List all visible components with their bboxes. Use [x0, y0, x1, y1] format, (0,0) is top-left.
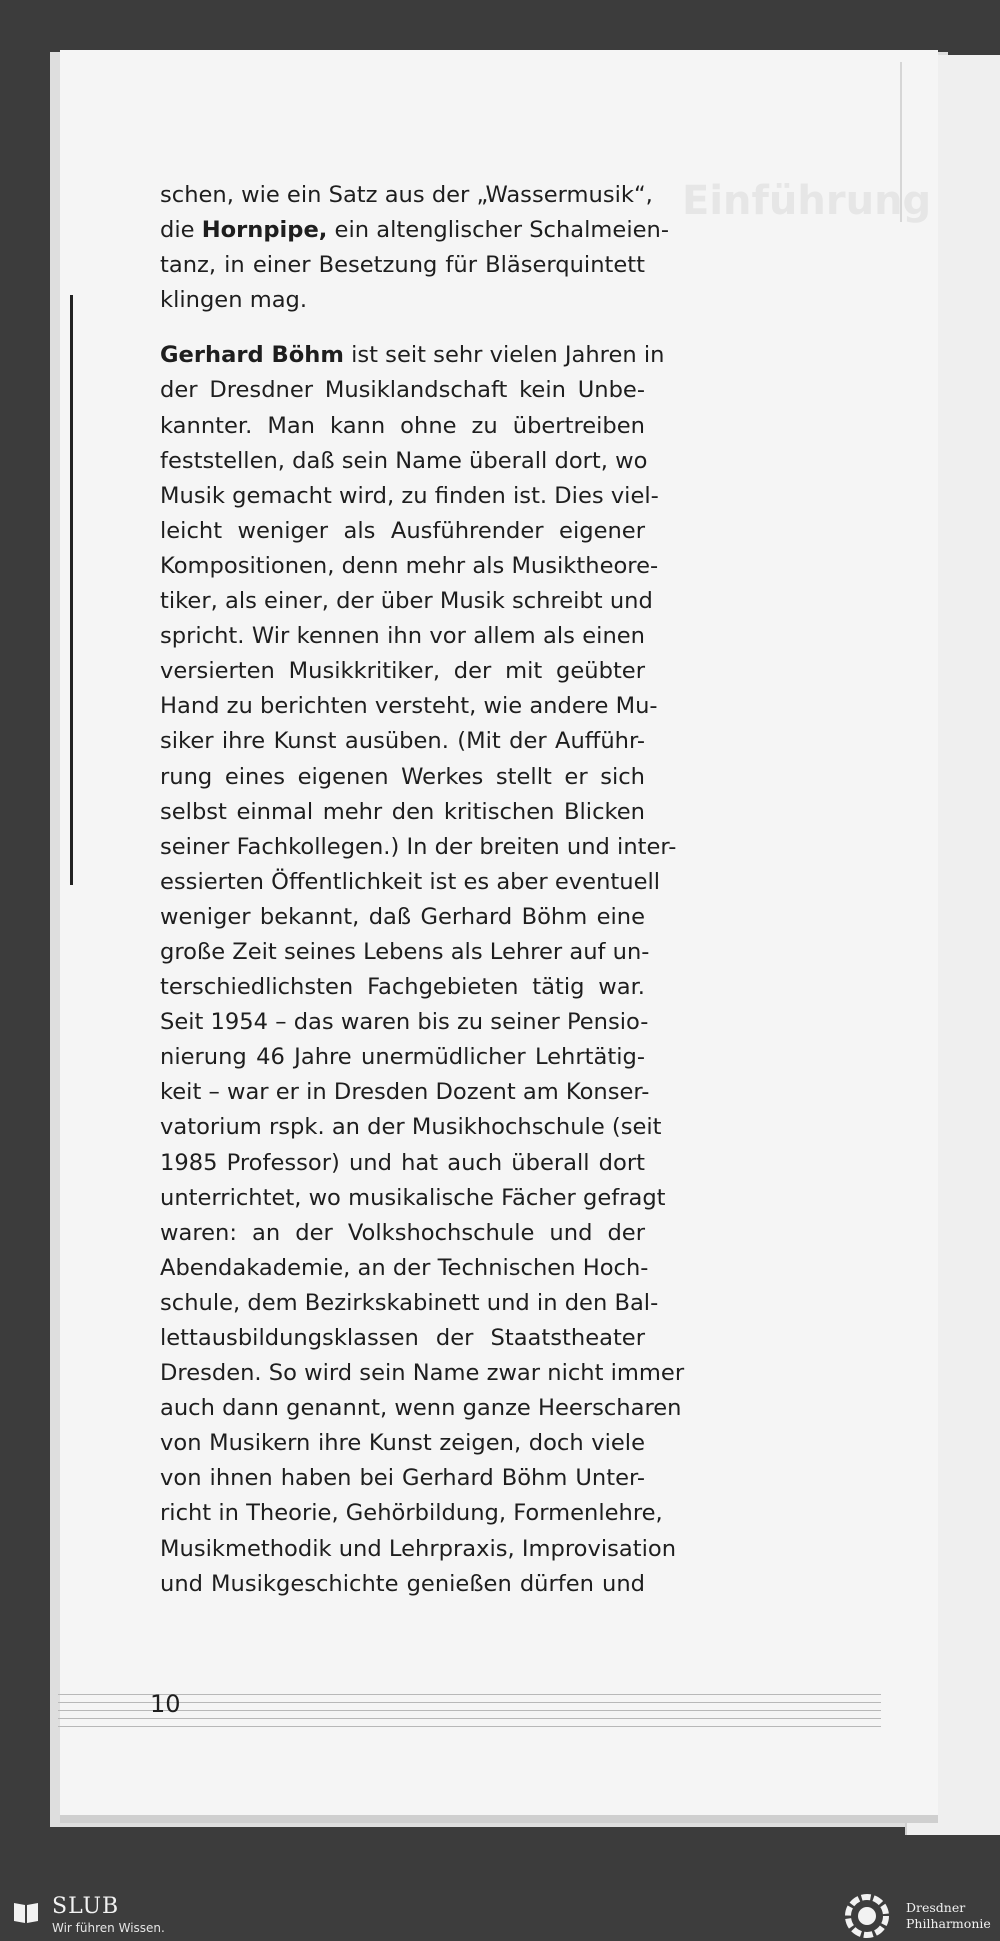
- text-line: [160, 1181, 666, 1216]
- text-line: [160, 1251, 649, 1286]
- text-line: [160, 935, 650, 970]
- text-segment: Musikmethodik und Lehrpraxis, Improvisation: [160, 1535, 677, 1562]
- text-segment: der Dresdner Musiklandschaft kein Unbe-: [160, 377, 645, 404]
- text-segment: auch dann genannt, wenn ganze Heerscharen: [160, 1395, 682, 1422]
- bold-term: Hornpipe,: [201, 217, 328, 244]
- text-segment: terschiedlichsten Fachgebieten tätig war.: [160, 974, 645, 1001]
- orchestra-emblem-icon[interactable]: [841, 1894, 893, 1938]
- text-segment: siker ihre Kunst ausüben. (Mit der Aufführ-: [160, 728, 645, 755]
- text-line: [160, 283, 645, 318]
- page-bottom-edge: [60, 1815, 938, 1823]
- text-segment: spricht. Wir kennen ihn vor allem als einen: [160, 623, 645, 650]
- text-line: [160, 178, 653, 213]
- text-line: [160, 1321, 645, 1356]
- text-segment: klingen mag.: [160, 287, 308, 314]
- text-line: [160, 1075, 650, 1110]
- text-line: [160, 444, 648, 479]
- text-line: [160, 248, 645, 283]
- text-segment: waren: an der Volkshochschule und der: [160, 1219, 645, 1246]
- text-segment: von Musikern ihre Kunst zeigen, doch viele: [160, 1430, 645, 1457]
- staff-line: [58, 1718, 881, 1719]
- orchestra-name: [906, 1900, 991, 1932]
- margin-marker: [70, 295, 73, 885]
- slub-book-icon[interactable]: [12, 1899, 40, 1925]
- text-segment: ist seit sehr vielen Jahren in: [343, 342, 665, 369]
- text-line: [160, 338, 665, 373]
- page-number: 10: [150, 1690, 181, 1718]
- library-tagline: Wir führen Wissen.: [52, 1921, 165, 1935]
- text-line: [160, 830, 677, 865]
- text-segment: feststellen, daß sein Name überall dort, wo: [160, 447, 648, 474]
- text-line: [160, 1216, 645, 1251]
- text-segment: und Musikgeschichte genießen dürfen und: [160, 1570, 645, 1597]
- text-segment: nierung 46 Jahre unermüdlicher Lehrtätig-: [160, 1044, 645, 1071]
- text-segment: kannter. Man kann ohne zu übertreiben: [160, 412, 645, 439]
- text-line: [160, 970, 645, 1005]
- staff-line: [58, 1710, 881, 1711]
- text-line: [160, 213, 669, 248]
- orchestra-name-line2: Philharmonie: [906, 1916, 991, 1931]
- text-segment: Abendakademie, an der Technischen Hoch-: [160, 1254, 649, 1281]
- text-segment: große Zeit seines Lebens als Lehrer auf un-: [160, 938, 650, 965]
- text-line: [160, 795, 645, 830]
- staff-line: [58, 1694, 881, 1695]
- paragraph-gap: [160, 318, 645, 338]
- text-segment: 1985 Professor) und hat auch überall dort: [160, 1149, 645, 1176]
- text-line: [160, 760, 645, 795]
- viewer-footer-bar: [0, 1890, 1000, 1941]
- text-line: [160, 865, 661, 900]
- text-segment: Kompositionen, denn mehr als Musiktheore-: [160, 552, 659, 579]
- staff-line: [58, 1702, 881, 1703]
- text-segment: schule, dem Bezirkskabinett und in den Bal-: [160, 1289, 659, 1316]
- text-line: [160, 409, 645, 444]
- paragraph-hornpipe: [160, 178, 669, 318]
- text-line: [160, 1391, 682, 1426]
- text-line: [160, 514, 645, 549]
- text-line: [160, 1461, 645, 1496]
- text-line: [160, 1356, 685, 1391]
- text-segment: schen, wie ein Satz aus der „Wassermusik“,: [160, 182, 653, 208]
- text-line: [160, 373, 645, 408]
- text-segment: von ihnen haben bei Gerhard Böhm Unter-: [160, 1465, 645, 1492]
- text-line: [160, 1146, 645, 1181]
- text-segment: tiker, als einer, der über Musik schreibt und: [160, 588, 653, 615]
- text-line: [160, 1567, 645, 1602]
- text-line: [160, 1110, 662, 1145]
- text-line: [160, 1426, 645, 1461]
- text-line: [160, 1005, 649, 1040]
- orchestra-name-line1: Dresdner: [906, 1900, 966, 1915]
- text-line: [160, 479, 659, 514]
- text-segment: selbst einmal mehr den kritischen Blicken: [160, 798, 645, 825]
- text-segment: vatorium rspk. an der Musikhochschule (seit: [160, 1114, 662, 1141]
- music-staff-lines: [58, 1692, 881, 1728]
- text-segment: Hand zu berichten versteht, wie andere Mu-: [160, 693, 658, 720]
- library-name[interactable]: SLUB: [52, 1894, 120, 1919]
- text-segment: versierten Musikkritiker, der mit geübter: [160, 658, 645, 685]
- text-segment: unterrichtet, wo musikalische Fächer gefragt: [160, 1184, 666, 1211]
- text-segment: Musik gemacht wird, zu finden ist. Dies viel-: [160, 482, 659, 509]
- text-segment: essierten Öffentlichkeit ist es aber eventuell: [160, 868, 661, 895]
- text-line: [160, 1286, 659, 1321]
- show-through-heading: Einführung: [682, 178, 932, 224]
- text-segment: Dresden. So wird sein Name zwar nicht immer: [160, 1360, 685, 1387]
- paragraph-gerhard-boehm: [160, 338, 685, 1601]
- text-segment: ein altenglischer Schalmeien-: [327, 217, 669, 244]
- text-line: [160, 1496, 663, 1531]
- text-line: [160, 619, 645, 654]
- text-segment: die: [160, 217, 202, 244]
- staff-line: [58, 1726, 881, 1727]
- text-line: [160, 900, 645, 935]
- text-segment: weniger bekannt, daß Gerhard Böhm eine: [160, 903, 645, 930]
- text-segment: keit – war er in Dresden Dozent am Konser-: [160, 1079, 650, 1106]
- text-segment: richt in Theorie, Gehörbildung, Formenlehre,: [160, 1500, 663, 1527]
- text-line: [160, 724, 645, 759]
- text-segment: leicht weniger als Ausführender eigener: [160, 517, 645, 544]
- text-segment: lettausbildungsklassen der Staatstheater: [160, 1325, 645, 1351]
- body-text: [160, 178, 685, 1602]
- text-line: [160, 1532, 677, 1567]
- text-segment: rung eines eigenen Werkes stellt er sich: [160, 763, 645, 790]
- text-line: [160, 584, 653, 619]
- text-line: [160, 654, 645, 689]
- text-segment: tanz, in einer Besetzung für Bläserquintett: [160, 252, 645, 279]
- text-line: [160, 1040, 645, 1075]
- text-segment: seiner Fachkollegen.) In der breiten und inter-: [160, 833, 677, 860]
- text-line: [160, 549, 659, 584]
- text-segment: Seit 1954 – das waren bis zu seiner Pensio-: [160, 1009, 649, 1036]
- bold-term: Gerhard Böhm: [160, 342, 344, 369]
- text-line: [160, 689, 658, 724]
